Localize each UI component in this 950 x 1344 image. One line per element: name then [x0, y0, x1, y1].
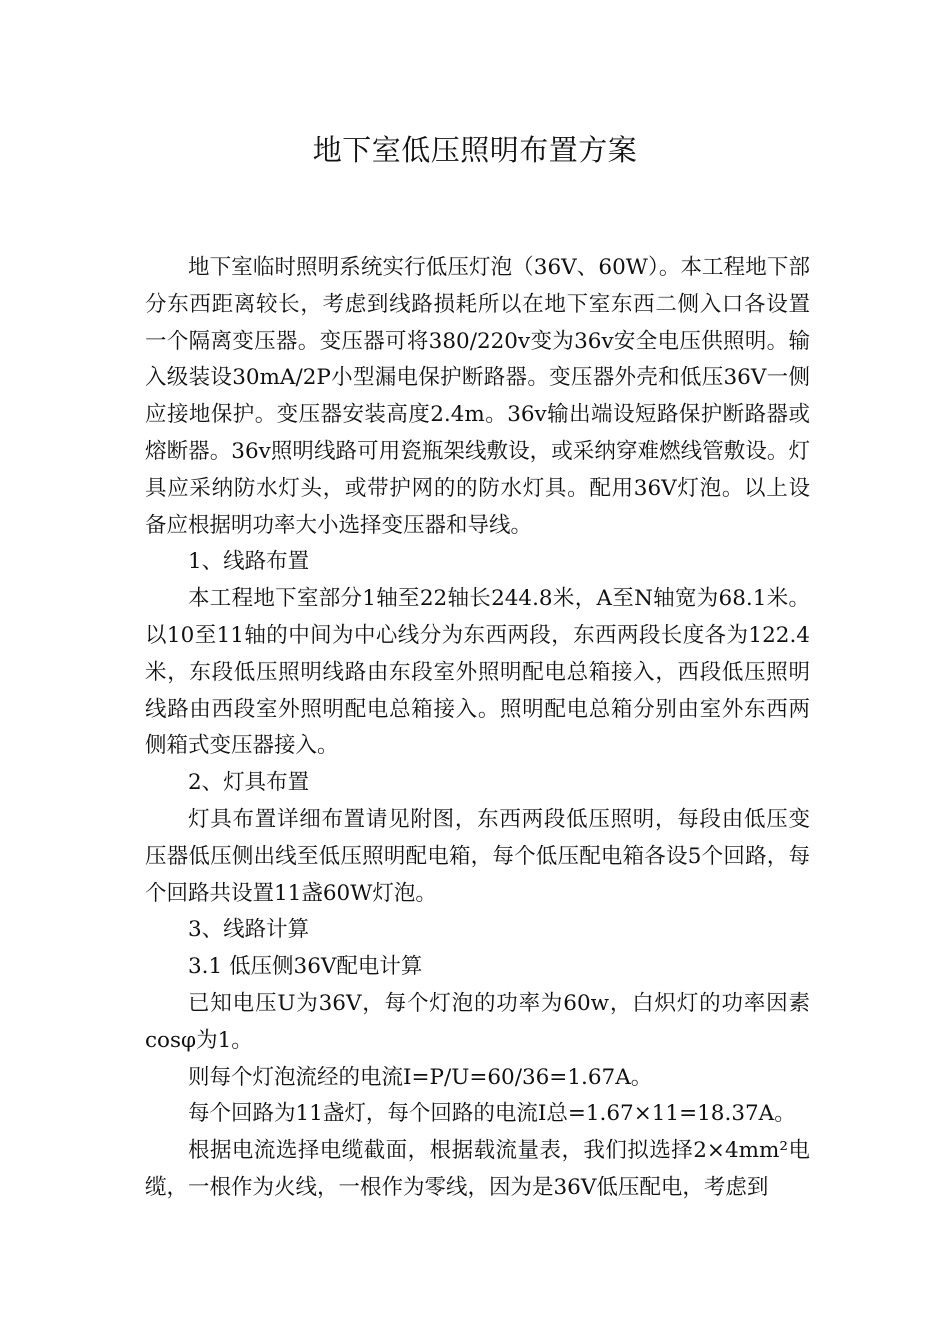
- document-title: 地下室低压照明布置方案: [312, 133, 638, 167]
- paragraph-lamp-current: 则每个灯泡流经的电流I=P/U=60/36=1.67A。: [188, 1064, 653, 1090]
- document-body: [145, 250, 810, 1207]
- section-heading-wiring-layout: 1、线路布置: [188, 549, 310, 575]
- paragraph-cable-selection: 根据电流选择电缆截面，根据载流量表，我们拟选择2×4mm²电缆，一根作为火线，一根作为零线，因为是36V低压配电，考虑到: [145, 1138, 810, 1200]
- paragraph-lamp-layout: 灯具布置详细布置请见附图，东西两段低压照明，每段由低压变压器低压侧出线至低压照明配电箱，每个低压配电箱各设5个回路，每个回路共设置11盏60W灯泡。: [145, 806, 810, 906]
- paragraph-wiring-layout: 本工程地下室部分1轴至22轴长244.8米，A至N轴宽为68.1米。以10至11轴的中间为中心线分为东西两段，东西两段长度各为122.4米，东段低压照明线路由东段室外照明配电总箱接入，西段低压照明线路由西段室外照明配电总箱接入。照明配电总箱分别由室外东西两侧箱式变压器接入。: [145, 586, 810, 759]
- paragraph-circuit-current: 每个回路为11盏灯，每个回路的电流I总=1.67×11=18.37A。: [188, 1101, 796, 1127]
- subsection-heading-36v-calculation: 3.1 低压侧36V配电计算: [188, 954, 423, 980]
- section-heading-wiring-calculation: 3、线路计算: [188, 917, 310, 943]
- section-heading-lamp-layout: 2、灯具布置: [188, 770, 310, 796]
- paragraph-intro: 地下室临时照明系统实行低压灯泡（36V、60W）。本工程地下部分东西距离较长，考虑到线路损耗所以在地下室东西二侧入口各设置一个隔离变压器。变压器可将380/220v变为36v安全电压供照明。输入级装设30mA/2P小型漏电保护断路器。变压器外壳和低压36V一侧应接地保护。变压器安装高度2.4m。36v输出端设短路保护断路器或熔断器。36v照明线路可用瓷瓶架线敷设，或采纳穿难燃线管敷设。灯具应采纳防水灯头，或带护网的的防水灯具。配用36V灯泡。以上设备应根据明功率大小选择变压器和导线。: [145, 255, 810, 538]
- paragraph-known-voltage: 已知电压U为36V，每个灯泡的功率为60w，白炽灯的功率因素cosφ为1。: [145, 990, 810, 1053]
